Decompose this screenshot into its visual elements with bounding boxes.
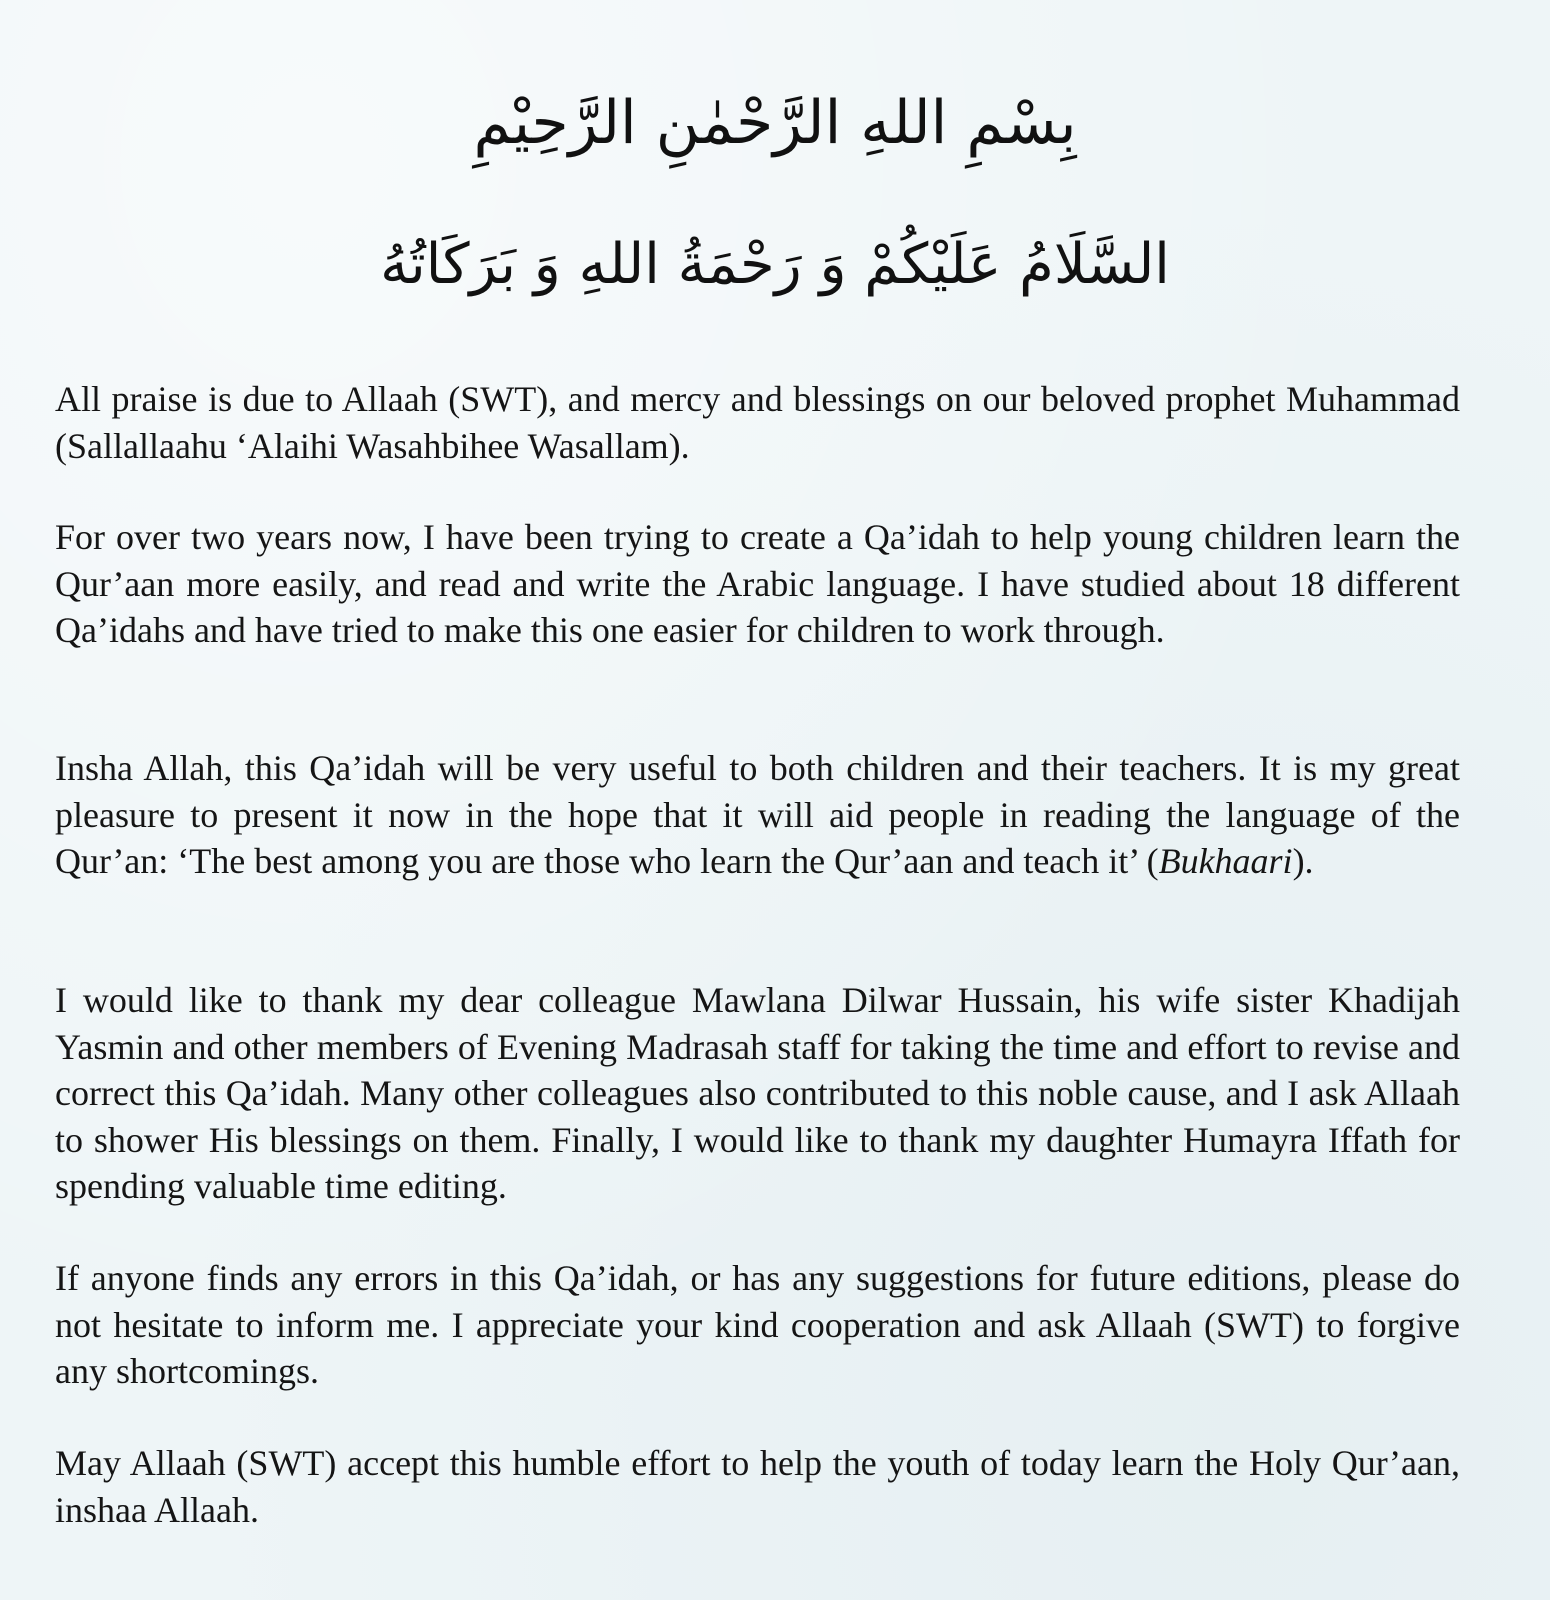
hadith-source: Bukhaari (1158, 841, 1293, 881)
paragraph-feedback: If anyone finds any errors in this Qa’idah, or has any suggestions for future editions, please do not hesitate to inform me. I appreciate your kind cooperation and ask Allaah (SWT) to forgive any shortcomings. (55, 1258, 1460, 1391)
paragraph-purpose: For over two years now, I have been trying to create a Qa’idah to help young children learn the Qur’aan more easily, and read and write the Arabic language. I have studied about 18 different Qa’idahs and have tried to make this one easier for children to work through. (55, 517, 1460, 650)
paragraph-acknowledgements: I would like to thank my dear colleague Mawlana Dilwar Hussain, his wife sister Khadijah Yasmin and other members of Evening Madrasah staff for taking the time and effort to revise and correct this Qa’idah. Many other colleagues also contributed to this noble cause, and I ask Allaah to shower His blessings on them. Finally, I would like to thank my daughter Humayra Iffath for spending valuable time editing. (55, 980, 1460, 1206)
salam-greeting: السَّلَامُ عَلَيْكُمْ وَ رَحْمَةُ اللهِ وَ بَرَكَاتُهُ (380, 232, 1170, 297)
paragraph-closing: May Allaah (SWT) accept this humble effort to help the youth of today learn the Holy Qur’aan, inshaa Allaah. (55, 1443, 1460, 1530)
basmala-heading: بِسْمِ اللهِ الرَّحْمٰنِ الرَّحِيْمِ (473, 88, 1077, 158)
paragraph-hope (55, 745, 1460, 885)
paragraph-praise: All praise is due to Allaah (SWT), and mercy and blessings on our beloved prophet Muhammad (Sallallaahu ‘Alaihi Wasahbihee Wasallam). (55, 379, 1460, 466)
paragraph-hope-text: Insha Allah, this Qa’idah will be very useful to both children and their teachers. It is my great pleasure to present it now in the hope that it will aid people in reading the language of the Qur’an: ‘The best among you are those who learn the Qur’aan and teach it’ ( (55, 748, 1460, 881)
paragraph-hope-end: ). (1292, 841, 1314, 881)
